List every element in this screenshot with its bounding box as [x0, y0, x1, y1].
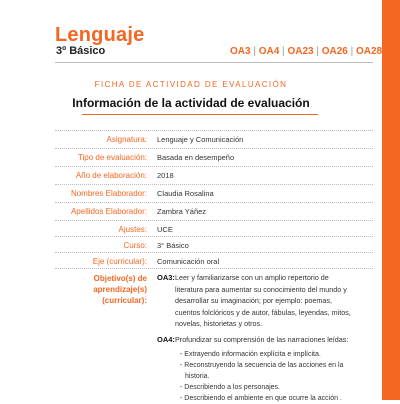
field-value: UCE [157, 225, 173, 234]
field-label: Ajustes: [118, 225, 147, 234]
field-label: Año de elaboración: [75, 171, 147, 180]
oa-code-0: OA3 [230, 46, 251, 57]
oa3-line: cuentos folclóricos y de autor, fábulas, leyendas, mitos, [175, 307, 351, 317]
oa3-text [175, 272, 371, 330]
ficha-label: FICHA DE ACTIVIDAD DE EVALUACIÓN [94, 80, 288, 89]
field-row-tipo [55, 148, 373, 167]
field-label: Asignatura: [106, 135, 147, 144]
oa4-bullet: - Reconstruyendo la secuencia de las acciones en la [180, 362, 344, 369]
oa-codes: OA3 | OA4 | OA23 | OA26 | OA28 [230, 46, 383, 57]
field-value: Basada en desempeño [157, 153, 235, 162]
oa-code-3: OA26 [321, 46, 348, 57]
field-value: Lenguaje y Comunicación [157, 135, 244, 144]
section-title: Información de la actividad de evaluación [72, 96, 310, 110]
header-divider [55, 62, 373, 63]
oa4-bullet: - Describiendo el ambiente en que ocurre la acción . [180, 395, 342, 402]
field-label: Curso: [123, 241, 147, 250]
oa4-text: Profundizar su comprensión de las narraciones leídas: [175, 335, 349, 344]
field-label: Apellidos Elaborador: [70, 207, 147, 216]
objetivos-label-line: aprendizaje(s) [93, 285, 147, 294]
oa-code-1: OA4 [258, 46, 280, 57]
field-value: Zambra Yáñez [157, 207, 207, 216]
field-value: 3° Básico [157, 241, 189, 250]
oa-code-2: OA23 [287, 46, 314, 57]
objetivos-section [55, 268, 373, 402]
field-row-nombres [55, 184, 373, 203]
grade-label: 3º Básico [56, 45, 106, 57]
oa3-line: novelas, historietas y otros. [175, 319, 263, 328]
field-row-ano [55, 166, 373, 185]
oa-code-4: OA28 [356, 46, 383, 57]
section-title-underline [82, 114, 318, 115]
oa3-line: desarrollar su imaginación; por ejemplo: poemas, [175, 296, 333, 305]
field-label: Nombres Elaborador: [70, 189, 147, 198]
objetivos-label-line: (curricular): [102, 296, 147, 305]
oa3-code: OA3: [157, 273, 175, 282]
oa4-bullet: - Extrayendo información explícita e implícita. [180, 351, 321, 358]
field-value: 2018 [157, 171, 174, 180]
orange-side-bar [382, 0, 400, 400]
oa4-bullets [180, 349, 370, 404]
oa4-code: OA4: [157, 335, 175, 344]
field-value: Comunicación oral [157, 257, 220, 266]
oa4-bullet: historia. [185, 373, 210, 380]
page-title: Lenguaje [55, 24, 145, 46]
field-row-apellidos [55, 202, 373, 221]
objetivos-label-line: Objetivo(s) de [93, 274, 147, 283]
oa3-line: Leer y familiarizarse con un amplio repertorio de [175, 273, 329, 282]
field-value: Claudia Rosalina [157, 189, 214, 198]
oa4-bullet: - Describiendo a los personajes. [180, 384, 280, 391]
objetivos-label [55, 273, 147, 306]
field-label: Tipo de evaluación: [77, 153, 147, 162]
field-label: Eje (curricular): [92, 257, 147, 266]
field-row-asignatura [55, 130, 373, 149]
oa3-line: literatura para aumentar su conocimiento del mundo y [175, 284, 347, 294]
